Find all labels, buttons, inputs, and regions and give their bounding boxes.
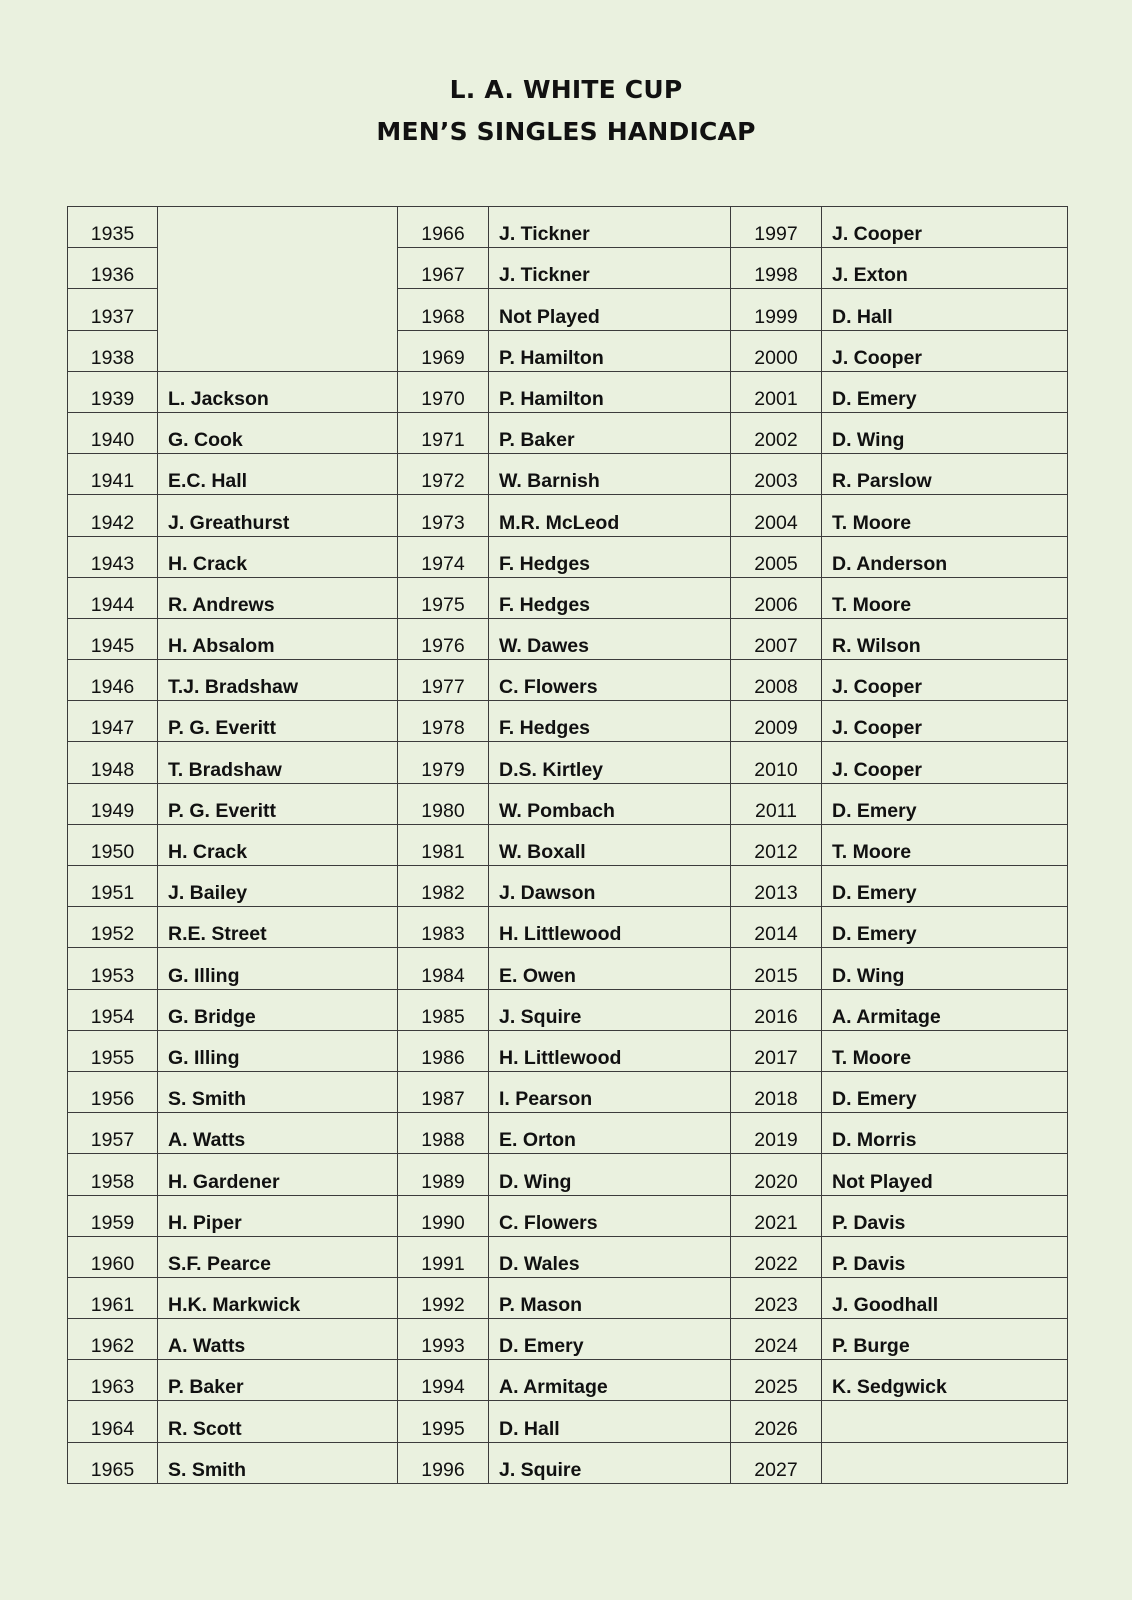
winner-cell: H. Littlewood <box>489 1030 731 1071</box>
year-cell: 1960 <box>68 1236 158 1277</box>
year-cell: 2010 <box>731 742 822 783</box>
year-cell: 1939 <box>68 371 158 412</box>
year-cell: 1940 <box>68 412 158 453</box>
winner-cell: F. Hedges <box>489 701 731 742</box>
year-cell: 2023 <box>731 1277 822 1318</box>
year-cell: 1980 <box>398 783 489 824</box>
year-cell: 2024 <box>731 1319 822 1360</box>
year-cell: 1955 <box>68 1030 158 1071</box>
winner-cell: J. Cooper <box>822 330 1068 371</box>
winner-cell: T.J. Bradshaw <box>158 660 398 701</box>
winner-cell: T. Moore <box>822 824 1068 865</box>
year-cell: 1986 <box>398 1030 489 1071</box>
year-cell: 1996 <box>398 1442 489 1483</box>
year-cell: 1947 <box>68 701 158 742</box>
winner-cell: P. Hamilton <box>489 371 731 412</box>
winner-cell: D. Emery <box>822 371 1068 412</box>
year-cell: 2016 <box>731 989 822 1030</box>
table-row <box>68 536 1068 577</box>
winner-cell: J. Exton <box>822 248 1068 289</box>
winner-cell: S. Smith <box>158 1442 398 1483</box>
winner-cell: J. Squire <box>489 989 731 1030</box>
table-row <box>68 948 1068 989</box>
year-cell: 1990 <box>398 1195 489 1236</box>
year-cell: 1971 <box>398 412 489 453</box>
winner-cell: D. Emery <box>822 907 1068 948</box>
winner-cell: J. Cooper <box>822 660 1068 701</box>
table-row <box>68 495 1068 536</box>
table-row <box>68 1113 1068 1154</box>
winner-cell: W. Boxall <box>489 824 731 865</box>
winner-cell: G. Illing <box>158 948 398 989</box>
table-row <box>68 412 1068 453</box>
winner-cell: D. Emery <box>822 866 1068 907</box>
winner-cell: P. G. Everitt <box>158 701 398 742</box>
year-cell: 1993 <box>398 1319 489 1360</box>
winner-cell: D. Wales <box>489 1236 731 1277</box>
winner-cell: C. Flowers <box>489 660 731 701</box>
year-cell: 1946 <box>68 660 158 701</box>
table-row <box>68 1030 1068 1071</box>
year-cell: 1977 <box>398 660 489 701</box>
year-cell: 1954 <box>68 989 158 1030</box>
year-cell: 1965 <box>68 1442 158 1483</box>
table-row <box>68 577 1068 618</box>
year-cell: 1969 <box>398 330 489 371</box>
table-row <box>68 1154 1068 1195</box>
winner-cell: D. Hall <box>822 289 1068 330</box>
table-row <box>68 1195 1068 1236</box>
winner-cell: T. Moore <box>822 577 1068 618</box>
winner-cell: D. Emery <box>489 1319 731 1360</box>
winner-cell: D. Morris <box>822 1113 1068 1154</box>
winner-cell: J. Greathurst <box>158 495 398 536</box>
year-cell: 1968 <box>398 289 489 330</box>
year-cell: 2002 <box>731 412 822 453</box>
winner-cell: J. Goodhall <box>822 1277 1068 1318</box>
year-cell: 1985 <box>398 989 489 1030</box>
year-cell: 2025 <box>731 1360 822 1401</box>
winner-cell: D. Wing <box>822 948 1068 989</box>
year-cell: 2012 <box>731 824 822 865</box>
year-cell: 2011 <box>731 783 822 824</box>
year-cell: 1979 <box>398 742 489 783</box>
table-row <box>68 742 1068 783</box>
year-cell: 2001 <box>731 371 822 412</box>
winner-cell: H. Crack <box>158 824 398 865</box>
table-row <box>68 824 1068 865</box>
winner-cell: D. Anderson <box>822 536 1068 577</box>
year-cell: 1994 <box>398 1360 489 1401</box>
year-cell: 1952 <box>68 907 158 948</box>
year-cell: 2004 <box>731 495 822 536</box>
table-row <box>68 1442 1068 1483</box>
winner-cell: J. Bailey <box>158 866 398 907</box>
winner-cell: H. Piper <box>158 1195 398 1236</box>
winners-table <box>67 206 1068 1484</box>
year-cell: 1953 <box>68 948 158 989</box>
winner-cell: F. Hedges <box>489 536 731 577</box>
winner-cell: K. Sedgwick <box>822 1360 1068 1401</box>
document-header <box>0 70 1132 152</box>
winner-cell: E. Owen <box>489 948 731 989</box>
year-cell: 1961 <box>68 1277 158 1318</box>
year-cell: 2022 <box>731 1236 822 1277</box>
year-cell: 1942 <box>68 495 158 536</box>
year-cell: 1944 <box>68 577 158 618</box>
year-cell: 1988 <box>398 1113 489 1154</box>
year-cell: 1978 <box>398 701 489 742</box>
winner-cell: W. Barnish <box>489 454 731 495</box>
year-cell: 2013 <box>731 866 822 907</box>
year-cell: 1935 <box>68 207 158 248</box>
year-cell: 2000 <box>731 330 822 371</box>
table-row <box>68 1236 1068 1277</box>
year-cell: 2009 <box>731 701 822 742</box>
winner-cell: Not Played <box>822 1154 1068 1195</box>
table-row <box>68 989 1068 1030</box>
table-row <box>68 371 1068 412</box>
winner-cell: R. Wilson <box>822 618 1068 659</box>
winner-cell: M.R. McLeod <box>489 495 731 536</box>
winner-cell: Not Played <box>489 289 731 330</box>
year-cell: 1999 <box>731 289 822 330</box>
winner-cell: I. Pearson <box>489 1071 731 1112</box>
year-cell: 2006 <box>731 577 822 618</box>
winner-cell: H. Crack <box>158 536 398 577</box>
year-cell: 1989 <box>398 1154 489 1195</box>
year-cell: 1936 <box>68 248 158 289</box>
winner-cell: A. Armitage <box>489 1360 731 1401</box>
year-cell: 1937 <box>68 289 158 330</box>
year-cell: 1943 <box>68 536 158 577</box>
table-row <box>68 1071 1068 1112</box>
year-cell: 2015 <box>731 948 822 989</box>
winner-cell: R. Scott <box>158 1401 398 1442</box>
winner-cell <box>822 1401 1068 1442</box>
year-cell: 1982 <box>398 866 489 907</box>
year-cell: 2018 <box>731 1071 822 1112</box>
year-cell: 2027 <box>731 1442 822 1483</box>
table-row <box>68 866 1068 907</box>
table-row <box>68 207 1068 248</box>
winner-cell: D. Hall <box>489 1401 731 1442</box>
winner-cell: D. Emery <box>822 1071 1068 1112</box>
year-cell: 2020 <box>731 1154 822 1195</box>
year-cell: 2026 <box>731 1401 822 1442</box>
winner-cell: G. Illing <box>158 1030 398 1071</box>
year-cell: 1951 <box>68 866 158 907</box>
winner-cell: H. Absalom <box>158 618 398 659</box>
winner-cell: L. Jackson <box>158 371 398 412</box>
year-cell: 1973 <box>398 495 489 536</box>
winner-cell: P. G. Everitt <box>158 783 398 824</box>
year-cell: 1958 <box>68 1154 158 1195</box>
winner-cell: F. Hedges <box>489 577 731 618</box>
table-row <box>68 1319 1068 1360</box>
winner-cell: J. Tickner <box>489 248 731 289</box>
year-cell: 2017 <box>731 1030 822 1071</box>
year-cell: 1957 <box>68 1113 158 1154</box>
winner-cell: J. Cooper <box>822 701 1068 742</box>
year-cell: 2019 <box>731 1113 822 1154</box>
winner-cell: D. Emery <box>822 783 1068 824</box>
winner-cell: C. Flowers <box>489 1195 731 1236</box>
winner-cell: P. Hamilton <box>489 330 731 371</box>
winner-cell: J. Dawson <box>489 866 731 907</box>
competition-subtitle: MEN’S SINGLES HANDICAP <box>376 117 756 146</box>
winner-cell: T. Moore <box>822 1030 1068 1071</box>
winner-cell: E.C. Hall <box>158 454 398 495</box>
table-row <box>68 1277 1068 1318</box>
year-cell: 1938 <box>68 330 158 371</box>
table-row <box>68 1401 1068 1442</box>
winner-cell: A. Armitage <box>822 989 1068 1030</box>
year-cell: 1998 <box>731 248 822 289</box>
winner-cell: R. Andrews <box>158 577 398 618</box>
winner-cell: W. Dawes <box>489 618 731 659</box>
year-cell: 2021 <box>731 1195 822 1236</box>
winner-cell: S. Smith <box>158 1071 398 1112</box>
year-cell: 1975 <box>398 577 489 618</box>
year-cell: 1972 <box>398 454 489 495</box>
winner-cell: A. Watts <box>158 1319 398 1360</box>
winner-cell: P. Mason <box>489 1277 731 1318</box>
year-cell: 1967 <box>398 248 489 289</box>
winner-cell: J. Cooper <box>822 742 1068 783</box>
table-row <box>68 660 1068 701</box>
year-cell: 1992 <box>398 1277 489 1318</box>
year-cell: 1945 <box>68 618 158 659</box>
year-cell: 1963 <box>68 1360 158 1401</box>
year-cell: 1948 <box>68 742 158 783</box>
year-cell: 1997 <box>731 207 822 248</box>
table-row <box>68 454 1068 495</box>
year-cell: 2005 <box>731 536 822 577</box>
year-cell: 1991 <box>398 1236 489 1277</box>
winner-cell: T. Bradshaw <box>158 742 398 783</box>
winner-cell: T. Moore <box>822 495 1068 536</box>
year-cell: 1962 <box>68 1319 158 1360</box>
winner-cell: H. Littlewood <box>489 907 731 948</box>
table-row <box>68 618 1068 659</box>
year-cell: 2003 <box>731 454 822 495</box>
winner-cell: R.E. Street <box>158 907 398 948</box>
year-cell: 1976 <box>398 618 489 659</box>
winner-cell: R. Parslow <box>822 454 1068 495</box>
cup-title: L. A. WHITE CUP <box>449 75 683 104</box>
year-cell: 1949 <box>68 783 158 824</box>
year-cell: 1987 <box>398 1071 489 1112</box>
winner-cell: H. Gardener <box>158 1154 398 1195</box>
winner-cell: P. Baker <box>158 1360 398 1401</box>
winner-cell: J. Tickner <box>489 207 731 248</box>
winner-cell: G. Bridge <box>158 989 398 1030</box>
winners-table-body <box>68 207 1068 1484</box>
year-cell: 1981 <box>398 824 489 865</box>
winner-cell: W. Pombach <box>489 783 731 824</box>
year-cell: 1984 <box>398 948 489 989</box>
year-cell: 1974 <box>398 536 489 577</box>
winner-cell: P. Burge <box>822 1319 1068 1360</box>
year-cell: 1959 <box>68 1195 158 1236</box>
winner-cell: J. Squire <box>489 1442 731 1483</box>
table-row <box>68 907 1068 948</box>
table-row <box>68 783 1068 824</box>
winner-cell: D. Wing <box>489 1154 731 1195</box>
winner-cell <box>822 1442 1068 1483</box>
winner-cell: E. Orton <box>489 1113 731 1154</box>
winner-cell: H.K. Markwick <box>158 1277 398 1318</box>
winner-cell: P. Baker <box>489 412 731 453</box>
year-cell: 1966 <box>398 207 489 248</box>
year-cell: 1970 <box>398 371 489 412</box>
year-cell: 1956 <box>68 1071 158 1112</box>
winner-cell: S.F. Pearce <box>158 1236 398 1277</box>
year-cell: 2007 <box>731 618 822 659</box>
winner-cell: A. Watts <box>158 1113 398 1154</box>
year-cell: 2014 <box>731 907 822 948</box>
winner-cell: D.S. Kirtley <box>489 742 731 783</box>
year-cell: 1941 <box>68 454 158 495</box>
winner-cell-merged <box>158 207 398 372</box>
winner-cell: G. Cook <box>158 412 398 453</box>
year-cell: 1950 <box>68 824 158 865</box>
winner-cell: P. Davis <box>822 1236 1068 1277</box>
table-row <box>68 701 1068 742</box>
winner-cell: P. Davis <box>822 1195 1068 1236</box>
table-row <box>68 1360 1068 1401</box>
year-cell: 1964 <box>68 1401 158 1442</box>
winner-cell: J. Cooper <box>822 207 1068 248</box>
winner-cell: D. Wing <box>822 412 1068 453</box>
year-cell: 1983 <box>398 907 489 948</box>
year-cell: 1995 <box>398 1401 489 1442</box>
year-cell: 2008 <box>731 660 822 701</box>
